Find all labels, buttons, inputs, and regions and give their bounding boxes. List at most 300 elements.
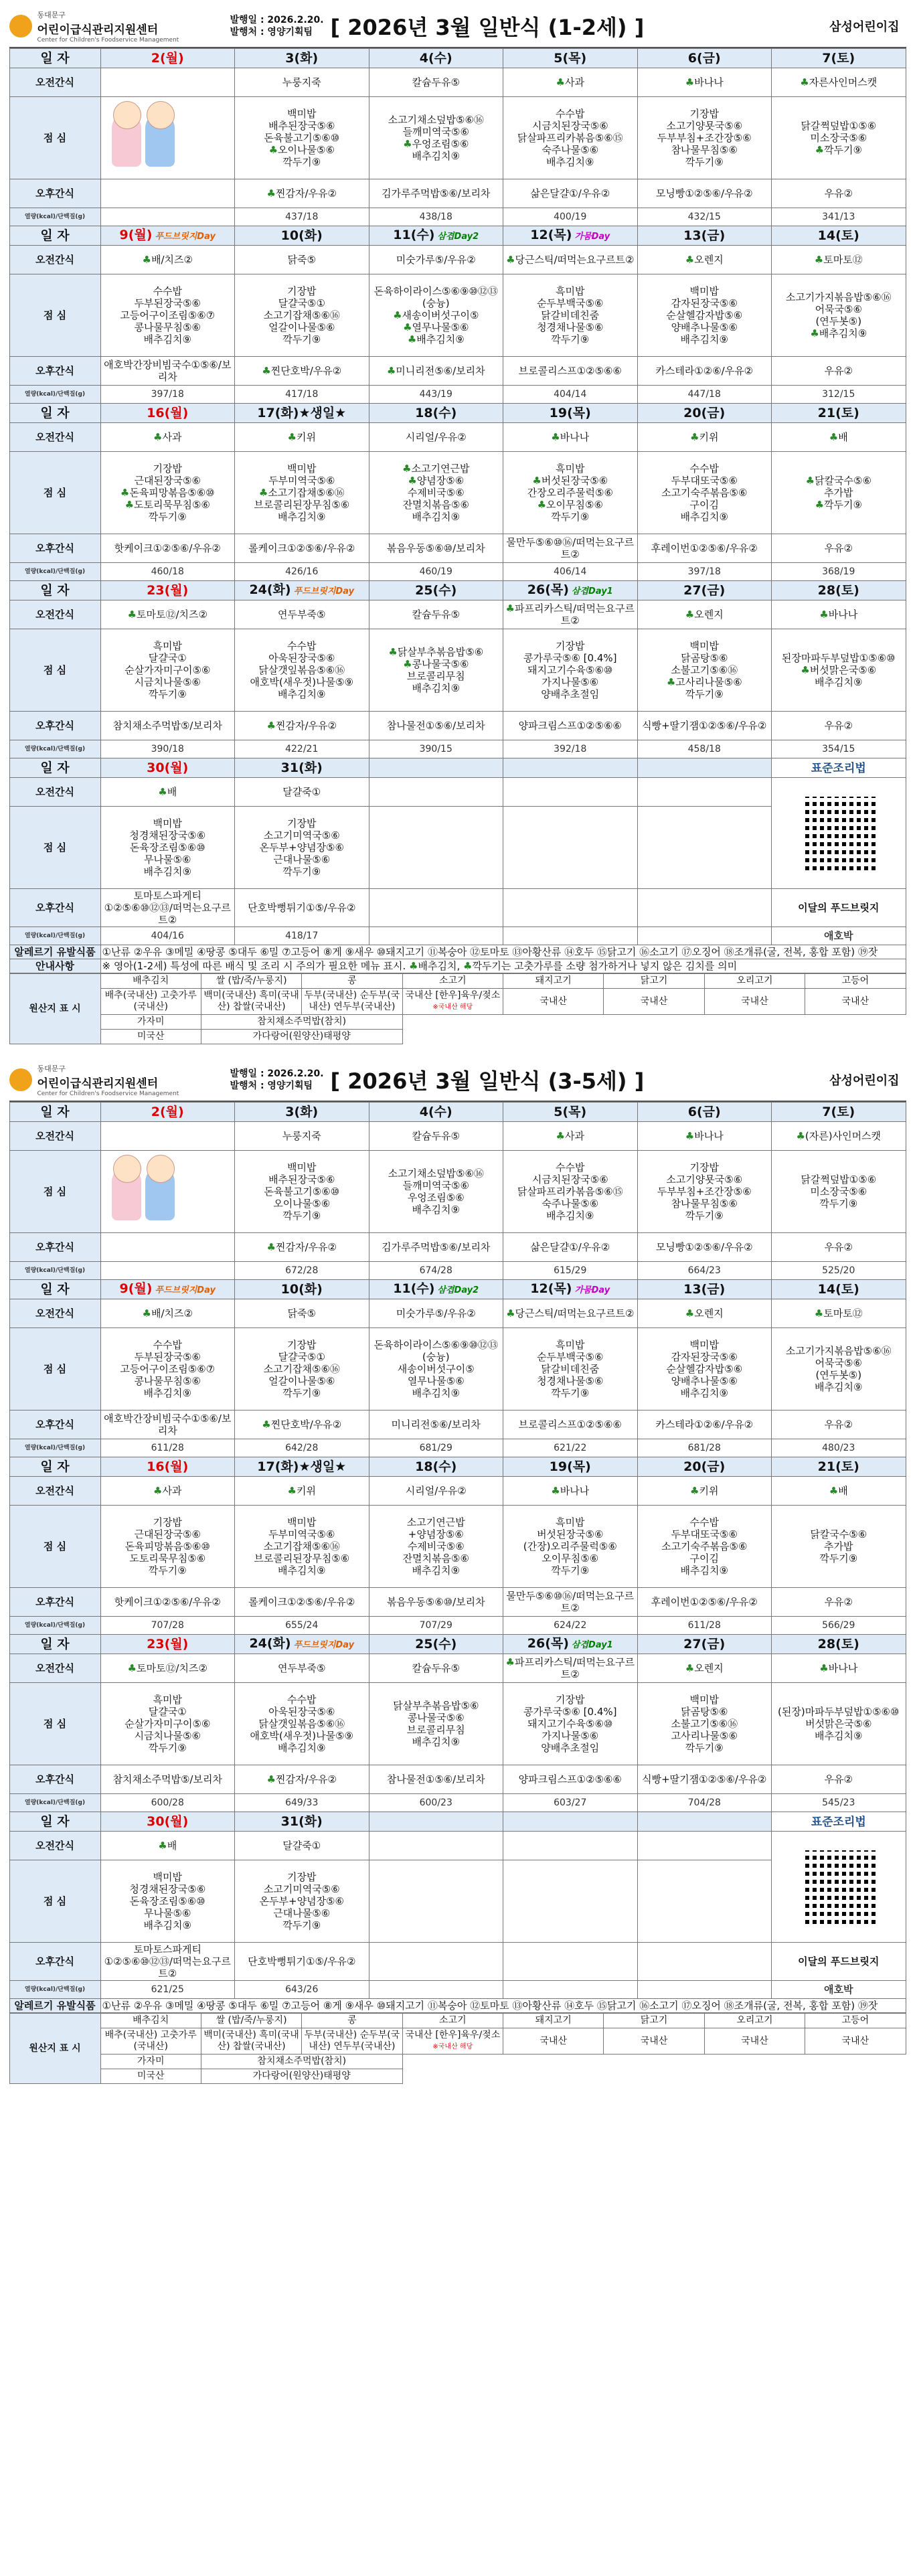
lunch-cell [503,452,638,534]
day-theme-tag: 삼겹Day1 [571,586,613,596]
kcal-value: 422/21 [285,744,319,754]
club-marker-icon: ♣ [829,1485,839,1497]
day-label: 30(월) [147,760,189,775]
am-snack-cell [503,600,638,629]
club-marker-icon: ♣ [685,76,695,88]
pm-snack-cell [772,712,906,740]
origin-item-value [402,2028,503,2055]
mascot-face [147,101,175,129]
lunch-cell [637,807,772,889]
club-marker-icon: ♣ [124,499,135,511]
origin-empty [402,1030,906,1044]
lunch-menu-text: 닭살부추볶음밥⑤⑥ 콩나물국⑤⑥ 브로콜리무침 배추김치⑨ [393,1700,479,1748]
date-cell [503,1103,638,1122]
am-snack-text: ♣바나나 [819,609,858,621]
lunch-menu-text: 기장밥 콩가루국⑤⑥ [0.4%] 돼지고기수육⑤⑥⑩ 가지나물⑤⑥ 양배추초절임 [523,640,617,700]
date-cell [503,404,638,423]
pm-snack-cell [637,534,772,563]
club-marker-icon: ♣ [505,1656,515,1668]
kcal-row [9,927,906,945]
origin-item-value [402,989,503,1015]
menu-sheet [9,5,906,1044]
lunch-menu-text: 흑미밥 ♣버섯된장국⑤⑥ 간장오리주물럭⑤⑥ ♣오이무침⑤⑥ 깍두기⑨ [527,463,613,523]
kcal-row [9,1439,906,1457]
pm-snack-cell [369,534,503,563]
pm-snack-text: 미니리전⑤⑥/보리차 [391,1419,481,1431]
pm-snack-cell [637,1233,772,1262]
pm-snack-text: 단호박뻥튀기①⑤/우유② [248,902,356,914]
origin-item-name: 오리고기 [704,2014,805,2028]
kcal-value: 624/22 [554,1620,587,1631]
pm-snack-cell [100,1943,235,1981]
lunch-menu-text: 닭칼국수⑤⑥ 추가밥 깍두기⑨ [810,1528,867,1564]
date-cell [637,581,772,600]
am-snack-text: 칼슘두유⑤ [412,609,460,621]
pm-snack-row [9,179,906,208]
club-marker-icon: ♣ [685,1307,695,1319]
club-marker-icon: ♣ [815,499,825,511]
lunch-menu-text: ♣소고기연근밥 ♣양념장⑤⑥ 수제비국⑤⑥ 잔멸치볶음⑤⑥ 배추김치⑨ [402,463,470,523]
lunch-cell [235,452,369,534]
day-theme-tag: 삼겹Day2 [437,1285,479,1295]
date-cell [235,1812,369,1832]
club-marker-icon: ♣ [407,333,417,345]
date-row [9,1812,906,1832]
pm-snack-text: 식빵+딸기잼①②⑤⑥/우유② [642,1773,767,1785]
kcal-value: 390/18 [151,744,184,754]
lunch-cell [235,1328,369,1411]
pm-snack-text: 볶음우동⑤⑥⑩/보리차 [386,1596,485,1608]
food-bridge-item: 애호박 [824,1983,853,1996]
date-cell [772,1103,906,1122]
am-snack-cell [100,600,235,629]
day-label: 10(화) [280,1282,323,1297]
am-snack-cell [772,600,906,629]
club-marker-icon: ♣ [814,1307,824,1319]
pm-snack-text: 우유② [824,542,853,554]
am-snack-cell [369,778,503,807]
kcal-value: 354/15 [822,744,855,754]
pm-snack-cell [503,1588,638,1617]
lunch-cell [637,1860,772,1943]
date-row [9,758,906,778]
am-snack-cell [235,1299,369,1328]
notice-text: ※ 영아(1-2세) 특성에 따른 배식 및 조리 시 주의가 필요한 메뉴 표시. ♣배추김치, ♣깍두기는 고춧가루를 소량 첨가하거나 넣지 않은 김치를 의미 [100,959,906,973]
origin-item-value [704,2028,805,2055]
kcal-cell [637,740,772,758]
food-bridge-item: 애호박 [824,929,853,942]
day-label: 31(화) [280,1814,323,1829]
origin-label: 원산지 표 시 [9,2014,100,2084]
day-label: 3(화) [285,51,319,66]
lunch-menu-text: 돈육하이라이스⑤⑥⑨⑩⑫⑬ (숭늉) ♣새송이버섯구이⑤ ♣열무나물⑤⑥ ♣배추김치⑨ [373,285,498,345]
origin-item-name: 돼지고기 [503,974,604,989]
date-label: 일 자 [9,1103,100,1122]
kcal-label: 열량(kcal)/단백질(g) [9,927,100,945]
qr-code[interactable] [802,797,876,870]
club-marker-icon: ♣ [388,646,398,658]
club-marker-icon: ♣ [258,487,268,499]
kcal-label: 열량(kcal)/단백질(g) [9,1981,100,1999]
lunch-menu-text: 기장밥 근대된장국⑤⑥ ♣돈육피망볶음⑤⑥⑩ ♣도토리묵무침⑤⑥ 깍두기⑨ [120,463,215,523]
kcal-cell [369,208,503,226]
origin-item-value [302,989,402,1015]
am-snack-text: ♣배 [158,786,177,798]
day-label: 7(토) [822,51,855,66]
kcal-value: 649/33 [285,1797,319,1808]
center-name: 어린이급식관리지원센터 [37,1076,159,1091]
kcal-cell [369,740,503,758]
date-cell [503,1812,638,1832]
origin-value-text: 국내산 [한우]육우/젖소 [405,2030,501,2040]
lunch-menu-text: 백미밥 두부미역국⑤⑥ ♣소고기잡채⑤⑥⑯ 브로콜리된장무침⑤⑥ 배추김치⑨ [254,463,350,523]
origin-table [9,2013,906,2084]
lunch-cell [235,1151,369,1233]
origin-value-text: 국내산 [741,2035,768,2046]
date-label: 일 자 [9,404,100,423]
club-marker-icon: ♣ [819,609,829,621]
am-snack-cell [235,1477,369,1506]
kcal-cell [235,740,369,758]
date-cell [503,226,638,246]
lunch-menu-text: 흑미밥 달걀국① 순살가자미구이⑤⑥ 시금치나물⑤⑥ 깍두기⑨ [124,640,211,700]
kcal-cell [100,740,235,758]
day-label: 27(금) [683,583,726,598]
club-marker-icon: ♣ [685,609,695,621]
pm-snack-row [9,712,906,740]
date-cell [772,758,906,778]
kcal-value: 341/13 [822,212,855,222]
am-snack-cell [369,1654,503,1683]
kcal-value: 611/28 [151,1443,184,1453]
origin-value-text: 백미(국내산) 흑미(국내산) 찹쌀(국내산) [203,990,299,1012]
pm-snack-cell [100,179,235,208]
lunch-cell [503,1683,638,1765]
am-snack-text: 칼슘두유⑤ [412,1662,460,1674]
kcal-value: 566/29 [822,1620,855,1631]
club-marker-icon: ♣ [685,254,695,266]
pm-snack-cell [772,889,906,927]
am-snack-text: ♣키위 [690,1485,719,1497]
lunch-cell [772,452,906,534]
date-cell [235,1457,369,1477]
lunch-menu-text: 닭갈쩍덮밥①⑤⑥ 미소장국⑤⑥ 깍두기⑨ [801,1174,877,1210]
kcal-row [9,1794,906,1812]
date-cell [369,49,503,68]
kcal-cell [772,563,906,581]
am-snack-text: ♣당근스틱/떠먹는요구르트② [506,1307,635,1319]
kcal-cell [503,1794,638,1812]
date-cell [772,581,906,600]
am-snack-row [9,423,906,452]
pm-snack-text: 브로콜리스프①②⑤⑥⑥ [518,365,622,377]
standard-recipe-label[interactable]: 표준조리법 [811,761,866,775]
kcal-cell [100,1439,235,1457]
lunch-cell [235,97,369,179]
date-cell [503,581,638,600]
lunch-cell [637,97,772,179]
mascot-face [113,101,141,129]
origin-item-value [704,989,805,1015]
logo-text [37,9,179,44]
club-marker-icon: ♣ [266,1241,276,1253]
club-marker-icon: ♣ [814,254,824,266]
kcal-cell [637,1617,772,1635]
kcal-cell [369,927,503,945]
lunch-cell [100,1151,235,1233]
origin-value-text: 국내산 [640,995,668,1007]
club-marker-icon: ♣ [690,431,699,443]
date-cell [100,404,235,423]
lunch-menu-text: 기장밥 소고기양묫국⑤⑥ 두부부침+조간장⑤⑥ 참나물무침⑤⑥ 깍두기⑨ [657,108,752,168]
day-label: 5(목) [554,51,587,66]
club-marker-icon: ♣ [685,1662,695,1674]
date-label: 일 자 [9,758,100,778]
day-label: 17(화)★생일★ [257,1459,347,1474]
am-snack-cell [503,1477,638,1506]
am-snack-label: 오전간식 [9,246,100,274]
am-snack-row [9,600,906,629]
pm-snack-cell [503,179,638,208]
kcal-cell [772,1981,906,1999]
am-snack-text: ♣키위 [287,431,316,443]
kcal-value: 611/28 [687,1620,721,1631]
am-snack-row [9,1122,906,1151]
club-marker-icon: ♣ [266,1773,276,1785]
am-snack-cell [100,1477,235,1506]
lunch-cell [637,1328,772,1411]
am-snack-cell [637,423,772,452]
pm-snack-cell [235,1233,369,1262]
date-label: 일 자 [9,1280,100,1299]
kcal-value: 460/19 [419,566,452,577]
kcal-value: 404/16 [151,931,184,941]
club-marker-icon: ♣ [556,1130,565,1142]
pm-snack-cell [637,1411,772,1439]
am-snack-row [9,246,906,274]
club-marker-icon: ♣ [403,658,412,670]
lunch-cell [100,1506,235,1588]
origin-header-row-2 [9,1015,906,1030]
kcal-cell [637,563,772,581]
pm-snack-row [9,1588,906,1617]
origin-item-value: 가다랑어(원양산)태평양 [201,2069,402,2084]
kcal-row [9,208,906,226]
date-cell [369,1280,503,1299]
lunch-cell [100,452,235,534]
club-marker-icon: ♣ [690,1485,699,1497]
pm-snack-text: 카스테라①②⑥/우유② [655,1419,754,1431]
origin-item-value [503,989,604,1015]
kcal-cell [503,927,638,945]
kcal-label: 열량(kcal)/단백질(g) [9,1439,100,1457]
pm-snack-text: 참치채소주먹밥⑤/보리차 [112,1773,222,1785]
lunch-cell [503,1506,638,1588]
am-snack-text: 연두부죽⑤ [278,1662,326,1674]
kcal-label: 열량(kcal)/단백질(g) [9,740,100,758]
day-label: 19(목) [549,1459,591,1474]
pm-snack-text: 우유② [824,1241,853,1253]
am-snack-cell [772,1299,906,1328]
am-snack-text: 미숫가루⑤/우유② [396,1307,476,1319]
date-cell [235,226,369,246]
pm-snack-row [9,534,906,563]
pm-snack-cell [369,1411,503,1439]
kcal-value: 443/19 [419,389,452,400]
am-snack-row [9,1832,906,1860]
kcal-cell [235,563,369,581]
pm-snack-text: 우유② [824,720,853,732]
kcal-value: 672/28 [285,1265,319,1276]
notice-label: 안내사항 [9,959,100,973]
pm-snack-cell [772,534,906,563]
origin-value-text: 국내산 [741,995,768,1007]
date-cell [637,49,772,68]
kcal-value: 480/23 [822,1443,855,1453]
origin-value-text: 국내산 [640,2035,668,2046]
club-marker-icon: ♣ [287,1485,297,1497]
origin-empty [402,2069,906,2084]
kcal-value: 707/28 [151,1620,184,1631]
am-snack-cell [503,1654,638,1683]
date-cell [369,581,503,600]
kcal-cell [235,1617,369,1635]
menu-table [9,48,906,973]
origin-empty [402,2055,906,2069]
lunch-menu-text: 백미밥 감자된장국⑤⑥ 순살헬감자밥⑤⑥ 양배추나물⑤⑥ 배추김치⑨ [666,285,743,345]
center-name: 어린이급식관리지원센터 [37,23,159,37]
club-marker-icon: ♣ [262,365,271,377]
am-snack-label: 오전간식 [9,1832,100,1860]
origin-item-value [100,2028,201,2055]
school-name: 삼성어린이집 [829,20,900,34]
origin-header-row [9,974,906,989]
date-cell [235,49,369,68]
pm-snack-label: 오후간식 [9,1765,100,1794]
kcal-cell [503,563,638,581]
am-snack-text: 달걀죽① [282,1840,321,1852]
am-snack-cell [369,1299,503,1328]
date-cell [772,49,906,68]
kcal-cell [503,740,638,758]
day-label: 9(월) [119,1281,153,1296]
lunch-menu-text: 기장밥 달걀국⑤① 소고기잡채⑤⑥⑯ 얼갈이나물⑤⑥ 깍두기⑨ [263,1339,340,1399]
date-cell [100,758,235,778]
pm-snack-cell [772,1765,906,1794]
lunch-row [9,1506,906,1588]
origin-item-value: 미국산 [100,1030,201,1044]
lunch-menu-text: 수수밥 시금치된장국⑤⑥ 닭살파프리카볶음⑤⑥⑮ 숙주나물⑤⑥ 배추김치⑨ [517,1161,623,1222]
pm-snack-cell [369,712,503,740]
club-marker-icon: ♣ [815,144,825,156]
club-marker-icon: ♣ [810,327,819,339]
club-marker-icon: ♣ [551,431,560,443]
am-snack-cell [637,1122,772,1151]
district-name: 동대문구 [37,1064,66,1073]
am-snack-text: 연두부죽⑤ [278,609,326,621]
lunch-menu-text: 소고기가지볶음밥⑤⑥⑯ 어묵국⑤⑥ (연두봇⑤) 배추김치⑨ [785,1345,892,1393]
kcal-cell [772,1262,906,1280]
origin-value-row [9,989,906,1015]
pm-snack-cell [235,1943,369,1981]
qr-code[interactable] [802,1850,876,1924]
lunch-cell [235,1683,369,1765]
date-cell [235,1280,369,1299]
standard-recipe-label[interactable]: 표준조리법 [811,1815,866,1829]
allergy-text: ①난류 ②우유 ③메밀 ④땅콩 ⑤대두 ⑥밀 ⑦고등어 ⑧게 ⑨새우 ⑩돼지고기 ⑪복숭아 ⑫토마토 ⑬아황산류 ⑭호두 ⑮닭고기 ⑯소고기 ⑰오징어 ⑱조개류(굴, 전복, 홍합 포함) ⑲잣 [100,945,906,959]
origin-item-name: 가자미 [100,1015,201,1030]
pm-snack-cell [369,357,503,386]
pm-snack-cell [369,1233,503,1262]
am-snack-label: 오전간식 [9,1477,100,1506]
date-cell [100,1457,235,1477]
club-marker-icon: ♣ [158,786,167,798]
am-snack-text: 누룽지죽 [282,1130,321,1142]
kcal-cell [503,386,638,404]
menu-title: [ 2026년 3월 일반식 (1-2세) ] [330,15,645,40]
lunch-row [9,452,906,534]
pm-snack-cell [100,1588,235,1617]
mascot-illustration [102,101,234,175]
lunch-menu-text: 수수밥 두부된장국⑤⑥ 고등어구이조림⑤⑥⑦ 콩나물무침⑤⑥ 배추김치⑨ [120,285,216,345]
am-snack-text: ♣당근스틱/떠먹는요구르트② [506,254,635,266]
date-cell [637,758,772,778]
kcal-cell [100,1262,235,1280]
day-label: 2(월) [151,1105,184,1119]
kcal-cell [772,740,906,758]
kcal-cell [772,1794,906,1812]
club-marker-icon: ♣ [463,960,473,972]
lunch-menu-text: 기장밥 달걀국⑤① 소고기잡채⑤⑥⑯ 얼갈이나물⑤⑥ 깍두기⑨ [263,285,340,345]
am-snack-text: 미숫가루⑤/우유② [396,254,476,266]
date-row [9,1103,906,1122]
origin-note: ※국내산 해당 [432,1003,473,1011]
day-label: 4(수) [419,51,452,66]
club-marker-icon: ♣ [829,431,839,443]
pm-snack-text: 김가루주먹밥⑤⑥/보리차 [382,1241,491,1253]
origin-item-name: 고등어 [805,974,906,989]
am-snack-cell [503,1122,638,1151]
pm-snack-text: 우유② [824,1419,853,1431]
lunch-row [9,629,906,712]
am-snack-text: ♣토마토⑫/치즈② [127,609,207,621]
origin-value-text: 두부(국내산) 순두부(국내산) 연두부(국내산) [304,2030,400,2052]
am-snack-cell [772,68,906,97]
am-snack-text: ♣사과 [153,431,182,443]
issue-info [230,1068,331,1092]
pm-snack-cell [369,889,503,927]
origin-item-name: 가자미 [100,2055,201,2069]
am-snack-row [9,1299,906,1328]
lunch-cell [369,1860,503,1943]
kcal-value: 400/19 [554,212,587,222]
day-label: 26(목) [527,582,569,597]
lunch-menu-text: 소고기채소덮밥⑤⑥⑯ 들깨미역국⑤⑥ ♣우엉조림⑤⑥ 배추김치⑨ [388,114,484,162]
allergy-label: 알레르기 유발식품 [9,945,100,959]
am-snack-cell [235,68,369,97]
lunch-cell [503,1328,638,1411]
day-theme-tag: 삼겹Day1 [571,1639,613,1650]
day-label: 25(수) [415,583,457,598]
date-cell [369,1635,503,1654]
am-snack-text: ♣배 [829,1485,848,1497]
kcal-label: 열량(kcal)/단백질(g) [9,1794,100,1812]
lunch-cell [637,1506,772,1588]
day-theme-tag: 푸드브릿지Day [155,231,216,242]
day-label: 5(목) [554,1105,587,1119]
kcal-cell [503,1617,638,1635]
club-marker-icon: ♣ [386,365,396,377]
